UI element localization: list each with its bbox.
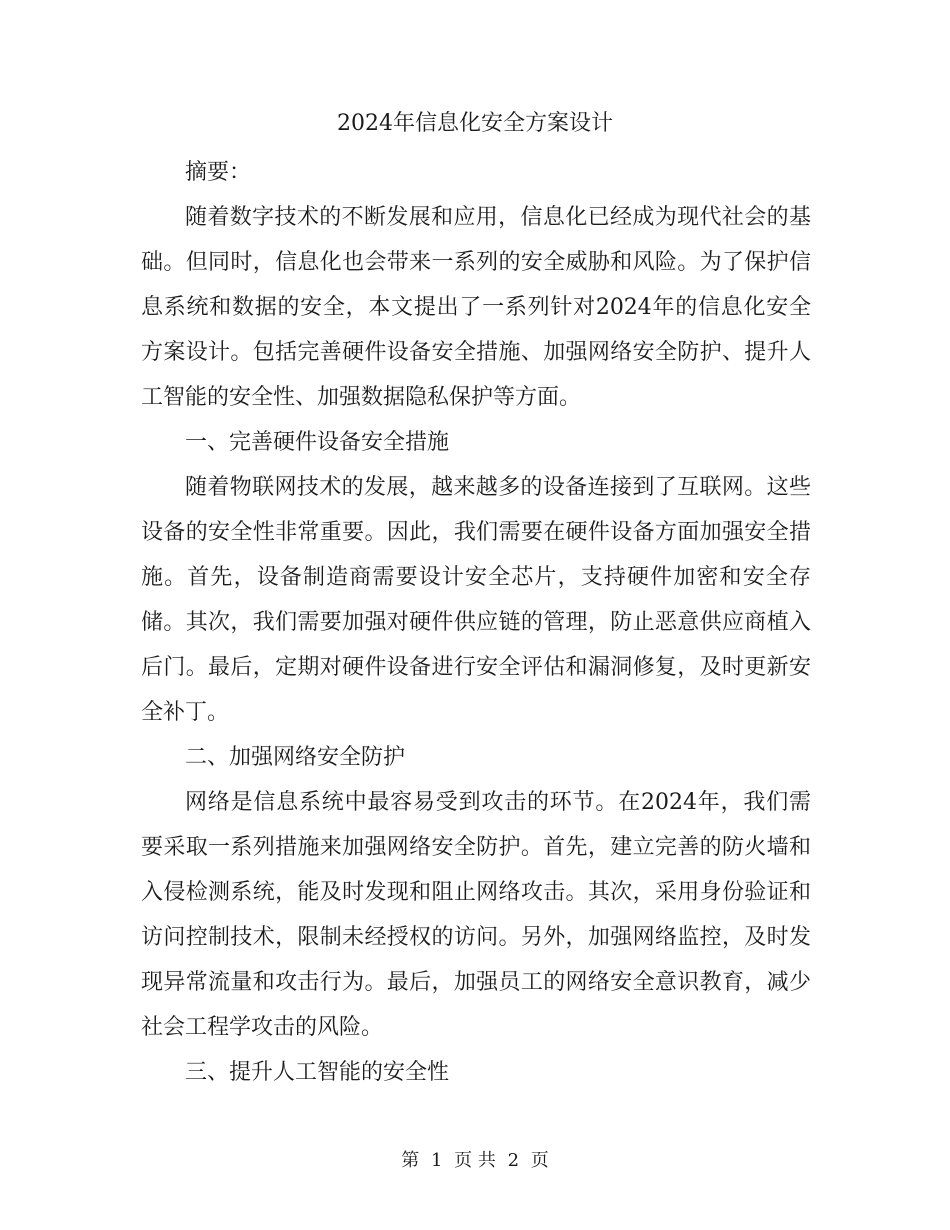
page-footer (0, 1146, 950, 1176)
footer-middle: 页 共 (454, 1150, 496, 1171)
current-page-number: 1 (430, 1150, 443, 1171)
footer-prefix: 第 (401, 1150, 420, 1171)
network-paragraph: 网络是信息系统中最容易受到攻击的环节。在2024年，我们需要采取一系列措施来加强网络安全防护。首先，建立完善的防火墙和入侵检测系统，能及时发现和阻止网络攻击。其次，采用身份验证和访问控制技术，限制未经授权的访问。另外，加强网络监控，及时发现异常流量和攻击行为。最后，加强员工的网络安全意识教育，减少社会工程学攻击的风险。 (141, 790, 811, 1040)
footer-suffix: 页 (530, 1150, 549, 1171)
section-heading-hardware: 一、完善硬件设备安全措施 (185, 430, 450, 455)
section-heading-ai: 三、提升人工智能的安全性 (185, 1060, 450, 1085)
abstract-paragraph: 随着数字技术的不断发展和应用，信息化已经成为现代社会的基础。但同时，信息化也会带来一系列的安全威胁和风险。为了保护信息系统和数据的安全，本文提出了一系列针对2024年的信息化安全方案设计。包括完善硬件设备安全措施、加强网络安全防护、提升人工智能的安全性、加强数据隐私保护等方面。 (141, 205, 811, 410)
hardware-paragraph: 随着物联网技术的发展，越来越多的设备连接到了互联网。这些设备的安全性非常重要。因此，我们需要在硬件设备方面加强安全措施。首先，设备制造商需要设计安全芯片，支持硬件加密和安全存储。其次，我们需要加强对硬件供应链的管理，防止恶意供应商植入后门。最后，定期对硬件设备进行安全评估和漏洞修复，及时更新安全补丁。 (141, 475, 811, 725)
abstract-heading: 摘要： (185, 160, 252, 185)
document-title: 2024年信息化安全方案设计 (337, 111, 613, 136)
total-pages-number: 2 (507, 1150, 520, 1171)
section-heading-network: 二、加强网络安全防护 (185, 745, 406, 770)
document-body (141, 150, 811, 1095)
